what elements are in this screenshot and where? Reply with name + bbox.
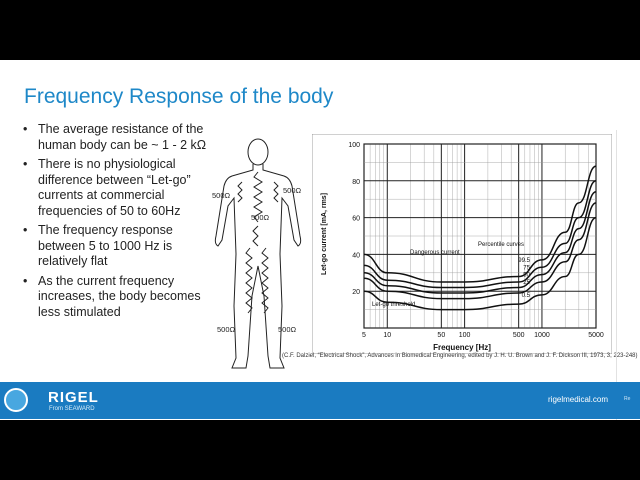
bullet-list — [22, 122, 217, 324]
footer-extra-text: Re — [624, 396, 631, 402]
series-label: 99.5 — [518, 257, 530, 264]
footer-bar — [0, 382, 640, 419]
series-label: 25 — [523, 280, 530, 286]
x-tick-label: 100 — [458, 332, 471, 339]
rigel-logo-icon — [4, 388, 28, 412]
x-tick-label: 5000 — [588, 332, 604, 339]
x-axis-label: Frequency [Hz] — [433, 343, 491, 352]
resistance-label: 500Ω — [283, 186, 302, 195]
resistance-label: 500Ω — [217, 325, 236, 334]
slide — [0, 60, 640, 420]
bullet-item: • The average resistance of the human body can be ~ 1 - 2 kΩ — [22, 122, 217, 153]
series-label: 50 — [523, 272, 530, 279]
resistance-label: 500Ω — [212, 191, 231, 200]
x-tick-label: 50 — [437, 332, 446, 339]
chart — [312, 134, 612, 354]
series-label: 0.5 — [521, 292, 530, 299]
x-tick-label: 500 — [512, 332, 525, 339]
series-label: 75 — [523, 265, 530, 272]
annotation-dangerous: Dangerous current — [410, 250, 460, 256]
resistance-label: 500Ω — [278, 325, 297, 334]
let-go-current-chart — [312, 134, 612, 354]
y-tick-label: 40 — [352, 252, 360, 260]
bullet-item: • There is no physiological difference between “Let-go” currents at commercial frequencies of 50 to 60Hz — [22, 157, 217, 219]
x-tick-label: 5 — [362, 332, 366, 339]
y-tick-label: 20 — [352, 289, 360, 297]
brand-subtitle: From SEAWARD — [49, 406, 95, 412]
annotation-percentile: Percentile curves — [478, 242, 525, 248]
y-tick-label: 60 — [352, 215, 360, 223]
x-tick-label: 1000 — [534, 332, 550, 339]
brand-logo: RIGEL — [48, 389, 99, 406]
website-link[interactable]: rigelmedical.com — [548, 395, 609, 404]
y-axis-label: Let-go current [mA, rms] — [321, 192, 328, 276]
figure-caption: (C.F. Dalziel, “Electrical Shock”, Advances in Biomedical Engineering, edited by J. H. U. Brown and J. F. Dickson III, 1973, 3, 223-248) — [282, 353, 638, 359]
human-body-diagram — [206, 136, 310, 382]
annotation-letgo: Let-go threshold — [372, 302, 416, 308]
slide-title: Frequency Response of the body — [24, 85, 334, 108]
bullet-item: • As the current frequency increases, the body becomes less stimulated — [22, 274, 217, 321]
next-slide-edge — [616, 130, 640, 420]
y-tick-label: 100 — [348, 142, 360, 149]
y-tick-label: 80 — [352, 178, 360, 186]
x-tick-label: 10 — [383, 332, 392, 339]
bullet-item: • The frequency response between 5 to 1000 Hz is relatively flat — [22, 223, 217, 270]
resistance-label: 500Ω — [251, 213, 270, 222]
